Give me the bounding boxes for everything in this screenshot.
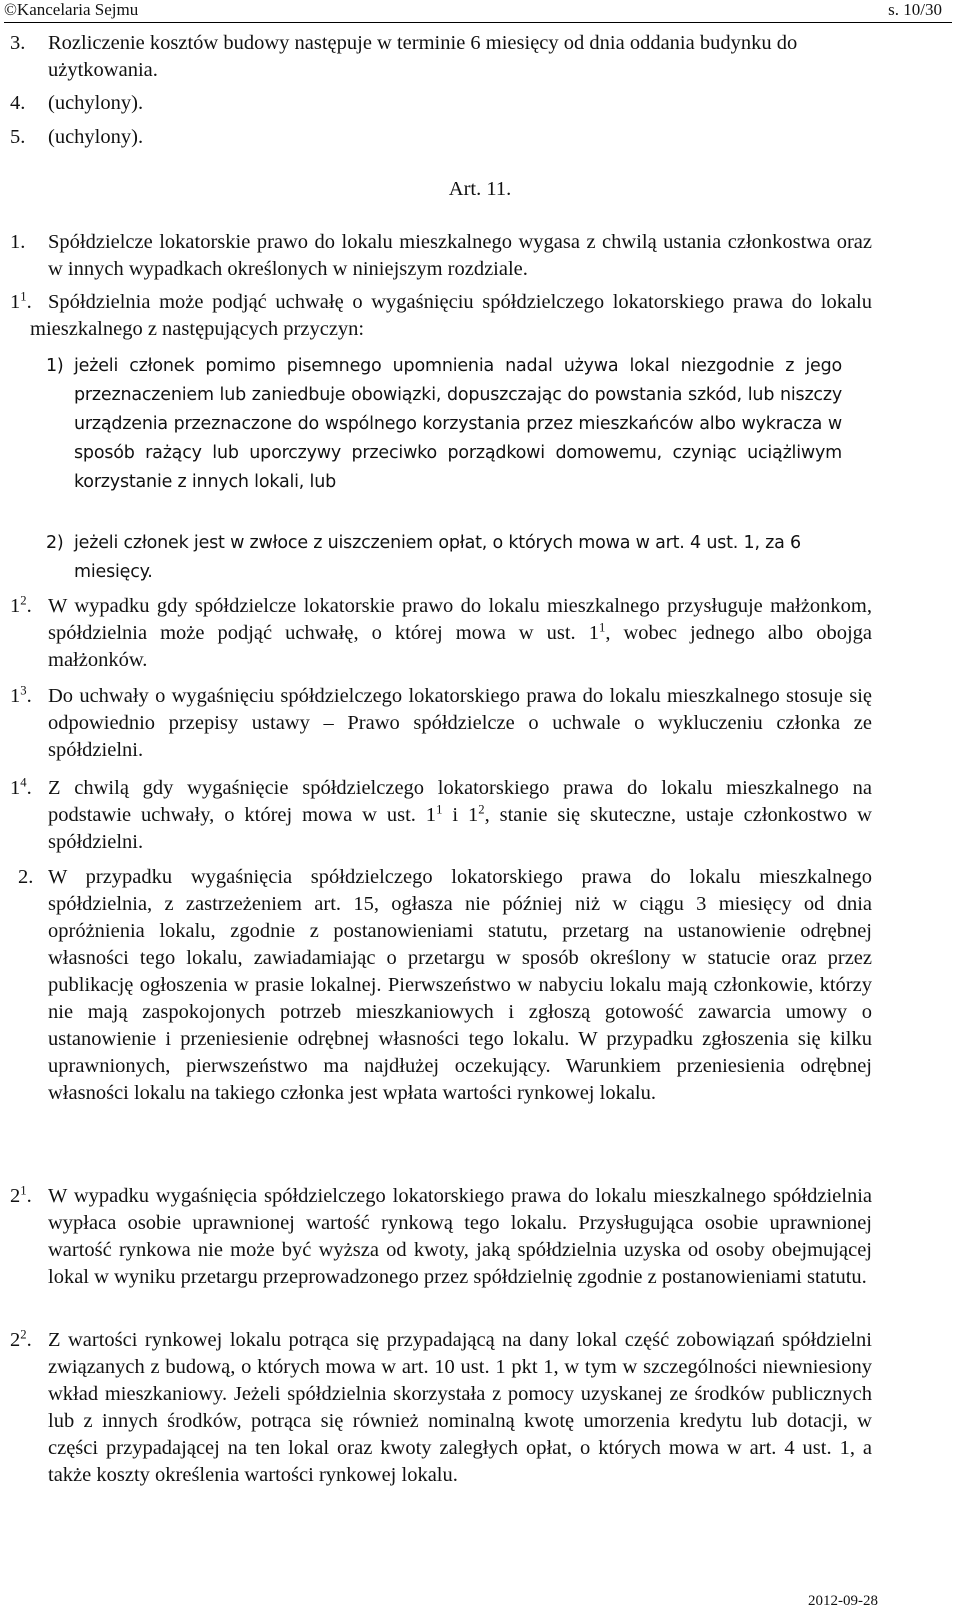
ust-number-dot: .: [26, 777, 32, 799]
ust-number-dot: .: [26, 291, 32, 313]
ust-1-2: [10, 593, 872, 674]
header-page-number: s. 10/30: [888, 0, 942, 19]
ust-number: [10, 289, 32, 316]
point-text: jeżeli członek pomimo pisemnego upomnienia nadal używa lokal niezgodnie z jego przeznaczeniem lub zaniedbuje obowiązki, dopuszczając do powstania szkód, lub niszczy urządzenia przeznaczone do wspólnego korzystania przez mieszkańców albo wykracza w sposób rażący lub uporczywy przeciwko porządkowi domowemu, czyniąc uciążliwym korzystanie z innych lokali, lub: [74, 356, 842, 492]
footer-date: 2012-09-28: [808, 1593, 878, 1609]
ust-text: Do uchwały o wygaśnięciu spółdzielczego lokatorskiego prawa do lokalu mieszkalnego stosuje się odpowiednio przepisy ustawy – Prawo spółdzielcze o uchwale o wykluczeniu członka ze spółdzielni.: [48, 685, 872, 761]
paragraph-text: Rozliczenie kosztów budowy następuje w terminie 6 miesięcy od dnia oddania budynku do użytkowania.: [48, 32, 798, 81]
ust-number-dot: .: [26, 685, 32, 707]
ust-1-1: [10, 289, 872, 343]
page-header: [4, 0, 952, 23]
ust-text: [48, 775, 872, 856]
ust-number-sup: 2: [20, 1327, 27, 1342]
ust-text: Z wartości rynkowej lokalu potrąca się przypadającą na dany lokal część zobowiązań spółdzielni związanych z budową, o których mowa w art. 10 ust. 1 pkt 1, w tym w szczególności niewniesiony wkład mieszkaniowy. Jeżeli spółdzielnia skorzystała z pomocy uzyskanej ze środków publicznych lub z innych środków, potrąca się również nominalną kwotę umorzenia kredytu lub dotacji, w części przypadającej na ten lokal oraz kwoty zaległych opłat, o których mowa w art. 4 ust. 1, a także koszty określenia wartości rynkowej lokalu.: [48, 1329, 872, 1486]
point-1: [46, 352, 842, 497]
ust-number-sup: 2: [20, 593, 27, 608]
ust-number-base: 2: [10, 1185, 21, 1207]
paragraph-number: 5.: [10, 126, 26, 148]
ust-number-base: 1: [10, 595, 21, 617]
ust-text: W przypadku wygaśnięcia spółdzielczego lokatorskiego prawa do lokalu mieszkalnego spółdzielnia, z zastrzeżeniem art. 15, ogłasza nie później niż w ciągu 3 miesięcy od dnia opróżnienia lokalu, zgodnie z postanowieniami statutu, przetarg na ustanowienie odrębnej własności tego lokalu, zawiadamiając o przetargu w sposób określony w statucie oraz przez publikację ogłoszenia w prasie lokalnej. Pierwszeństwo w nabyciu lokalu mają członkowie, którzy nie mają zaspokojonych potrzeb mieszkaniowych i zgłoszą gotowość zawarcia umowy o ustanowienie i przeniesienie odrębnej własności tego lokalu. W przypadku zgłoszenia się kilku uprawnionych, pierwszeństwo ma najdłużej oczekujący. Warunkiem przeniesienia odrębnej własności lokalu na takiego członka jest wpłata wartości rynkowej lokalu.: [48, 866, 872, 1104]
ust-1-3: [10, 683, 872, 764]
header-copyright: ©Kancelaria Sejmu: [4, 0, 139, 19]
ust-text: [48, 593, 872, 674]
ust-number: 2.: [18, 866, 34, 888]
ust-number: [10, 1183, 32, 1210]
ust-text-a: Z chwilą gdy wygaśnięcie spółdzielczego lokatorskiego prawa do lokalu mieszkalnego na podstawie uchwały, o której mowa w ust. 1: [48, 777, 872, 826]
ust-text: Spółdzielnia może podjąć uchwałę o wygaśnięciu spółdzielczego lokatorskiego prawa do lokalu mieszkalnego z następujących przyczyn:: [30, 291, 872, 340]
point-2: [46, 529, 842, 587]
ust-number-sup: 1: [20, 289, 27, 304]
ust-text-a: W wypadku gdy spółdzielcze lokatorskie prawo do lokalu mieszkalnego przysługuje małżonkom, spółdzielnia może podjąć uchwałę, o której mowa w ust. 1: [48, 595, 872, 644]
ust-number-sup: 1: [20, 1183, 27, 1198]
ust-number-dot: .: [26, 1185, 32, 1207]
reference-sup: 2: [478, 802, 485, 817]
ust-1-4: [10, 775, 872, 856]
ust-number: 1.: [10, 231, 26, 253]
ust-number: [10, 1327, 32, 1354]
paragraph-number: 4.: [10, 92, 26, 114]
paragraph-5: [10, 124, 870, 151]
paragraph-3: [10, 30, 870, 84]
reference-sup: 1: [598, 620, 606, 635]
point-text: jeżeli członek jest w zwłoce z uiszczeniem opłat, o których mowa w art. 4 ust. 1, za 6 miesięcy.: [74, 533, 801, 582]
ust-number: [10, 593, 32, 620]
ust-text-c: , stanie się skuteczne, ustaje członkostwo w spółdzielni.: [48, 804, 872, 853]
ust-number-base: 1: [10, 291, 21, 313]
ust-number-base: 1: [10, 777, 21, 799]
ust-number-dot: .: [26, 1329, 32, 1351]
ust-number-base: 2: [10, 1329, 21, 1351]
point-number: 2): [46, 533, 64, 553]
paragraph-text: (uchylony).: [48, 126, 144, 148]
ust-2-1: [10, 1183, 872, 1291]
ust-2: [10, 864, 872, 1107]
paragraph-text: (uchylony).: [48, 92, 144, 114]
ust-2-2: [10, 1327, 872, 1489]
ust-number-sup: 4: [20, 775, 27, 790]
reference-sup: 1: [436, 802, 443, 817]
article-title: Art. 11.: [448, 178, 512, 200]
ust-1: [10, 229, 872, 283]
ust-text: Spółdzielcze lokatorskie prawo do lokalu mieszkalnego wygasa z chwilą ustania członkostwa oraz w innych wypadkach określonych w niniejszym rozdziale.: [48, 231, 872, 280]
point-number: 1): [46, 356, 64, 376]
paragraph-4: [10, 90, 870, 117]
ust-number-base: 1: [10, 685, 21, 707]
paragraph-number: 3.: [10, 32, 26, 54]
ust-text-b: , wobec jednego albo obojga małżonków.: [48, 622, 872, 671]
ust-number: [10, 683, 32, 710]
ust-text: W wypadku wygaśnięcia spółdzielczego lokatorskiego prawa do lokalu mieszkalnego spółdzielnia wypłaca osobie uprawnionej wartość rynkową tego lokalu. Przysługująca osobie uprawnionej wartość rynkowa nie może być wyższa od kwoty, jaką spółdzielnia uzyska od osoby obejmującej lokal w wyniku przetargu przeprowadzonego przez spółdzielnię zgodnie z postanowieniami statutu.: [48, 1185, 872, 1288]
ust-number-dot: .: [26, 595, 32, 617]
ust-number-sup: 3: [20, 683, 27, 698]
ust-number: [10, 775, 32, 802]
ust-text-b: i 1: [442, 804, 479, 826]
